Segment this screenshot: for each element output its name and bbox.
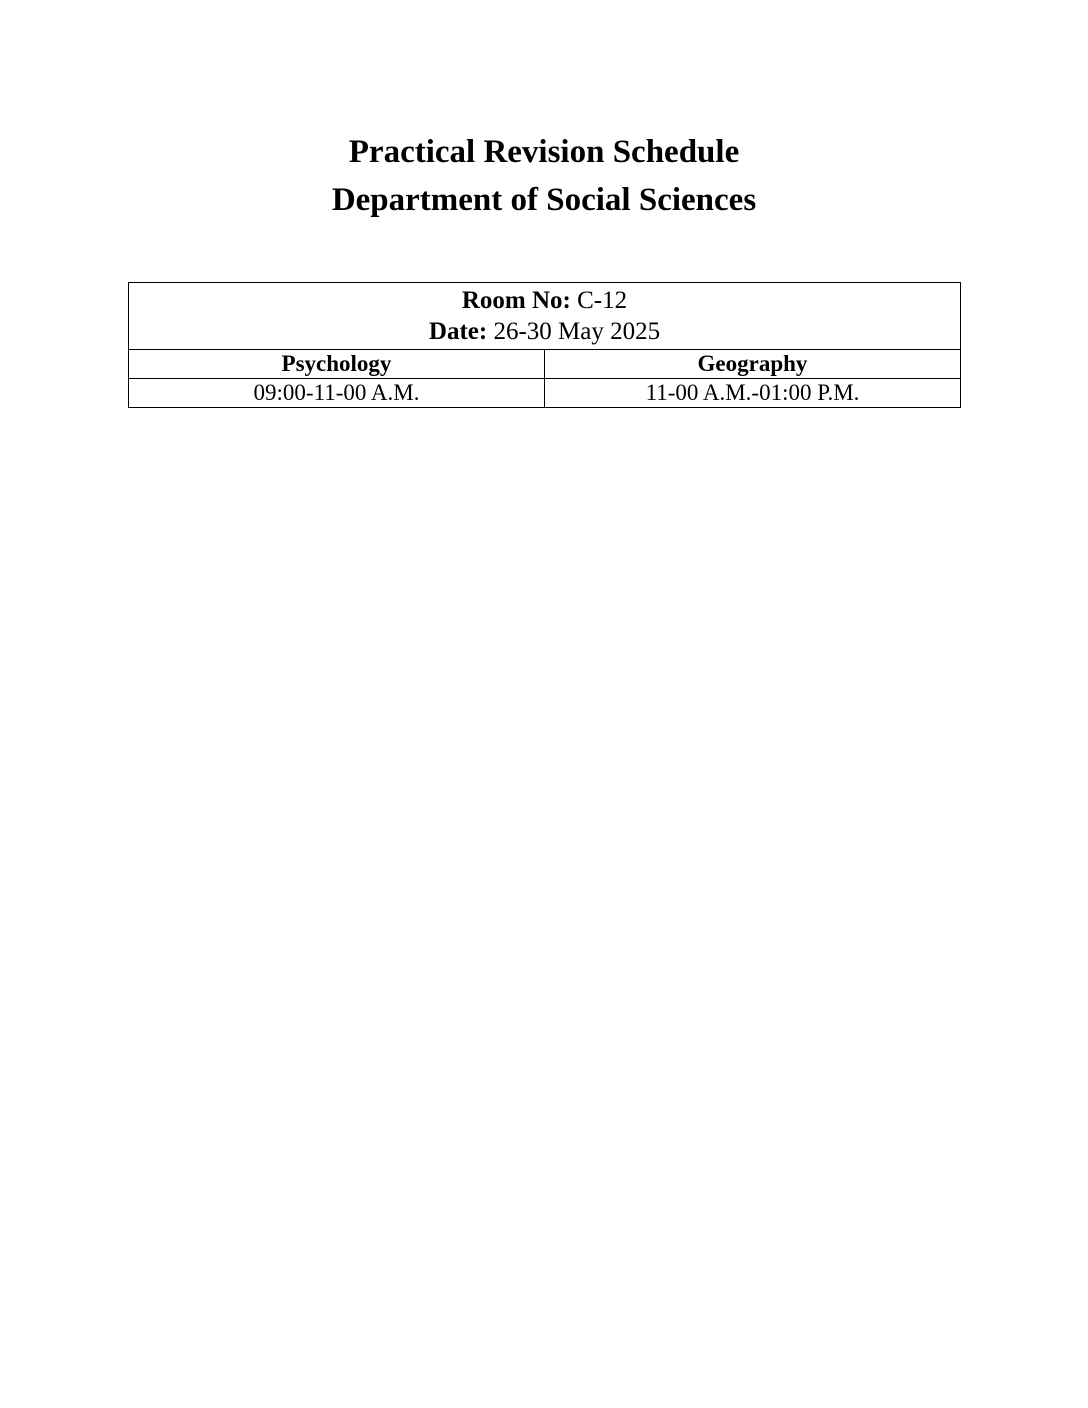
header-row bbox=[129, 350, 961, 379]
room-line bbox=[129, 285, 960, 316]
column-header-psychology: Psychology bbox=[129, 350, 545, 379]
department-name: Department of Social Sciences bbox=[331, 182, 757, 218]
geography-time: 11-00 A.M.-01:00 P.M. bbox=[545, 379, 961, 408]
date-line bbox=[129, 316, 960, 347]
room-value: C-12 bbox=[577, 287, 628, 314]
schedule-table bbox=[128, 282, 961, 408]
date-label: Date: bbox=[428, 318, 488, 345]
document-header bbox=[0, 128, 1088, 224]
psychology-time: 09:00-11-00 A.M. bbox=[129, 379, 545, 408]
document-title: Practical Revision Schedule bbox=[348, 134, 740, 170]
info-row bbox=[129, 283, 961, 350]
date-value: 26-30 May 2025 bbox=[493, 318, 661, 345]
column-header-geography: Geography bbox=[545, 350, 961, 379]
room-date-cell bbox=[129, 283, 961, 350]
table-row bbox=[129, 379, 961, 408]
room-label: Room No: bbox=[461, 287, 571, 314]
